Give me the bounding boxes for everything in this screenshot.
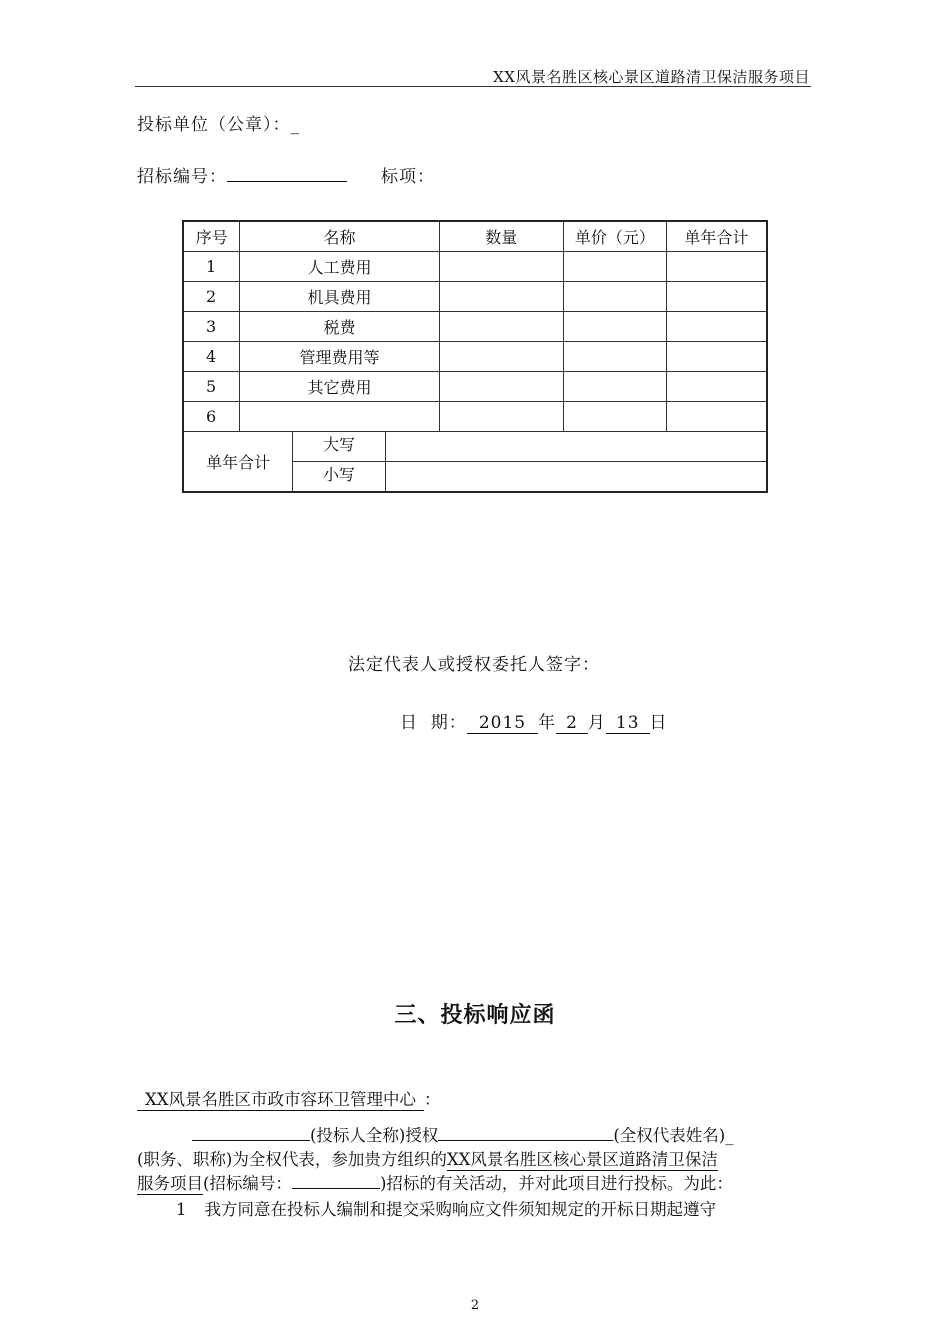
bidder-label: 投标单位（公章）： xyxy=(137,115,291,135)
row-name: 税费 xyxy=(240,312,439,342)
letter-text: _ xyxy=(725,1126,734,1145)
project-name-underlined: XX风景名胜区核心景区道路清卫保洁 xyxy=(447,1146,718,1171)
row-name: 机具费用 xyxy=(240,282,439,312)
upper-case-label: 大写 xyxy=(293,432,386,462)
page-number: 2 xyxy=(470,1298,480,1313)
table-row xyxy=(183,402,767,432)
letter-item-1 xyxy=(176,1196,716,1220)
item-text: 我方同意在投标人编制和提交采购响应文件须知规定的开标日期起遵守 xyxy=(204,1200,716,1219)
letter-paragraph-line-2 xyxy=(137,1146,718,1171)
date-year-unit: 年 xyxy=(538,713,557,733)
cell-total xyxy=(666,342,767,372)
row-no: 1 xyxy=(183,252,240,282)
letter-text: (全权代表姓名) xyxy=(613,1126,726,1145)
letter-paragraph-line-1 xyxy=(192,1122,734,1146)
letter-text: (投标人全称)授权 xyxy=(310,1126,439,1145)
cell-unit-price xyxy=(564,342,667,372)
bidder-name-blank xyxy=(192,1126,310,1141)
cell-qty xyxy=(439,312,564,342)
letter-recipient-colon: ： xyxy=(424,1090,441,1109)
header-annual-total: 单年合计 xyxy=(666,221,767,252)
lower-case-value xyxy=(385,462,767,493)
cell-qty xyxy=(439,372,564,402)
date-month: 2 xyxy=(556,713,588,734)
header-title: XX风景名胜区核心景区道路清卫保洁服务项目 xyxy=(493,68,810,86)
cell-total xyxy=(666,282,767,312)
cell-total xyxy=(666,372,767,402)
letter-text: (招标编号： xyxy=(203,1174,292,1193)
row-name: 其它费用 xyxy=(240,372,439,402)
table-row xyxy=(183,312,767,342)
tender-line xyxy=(137,162,435,187)
cell-total xyxy=(666,252,767,282)
date-month-unit: 月 xyxy=(587,713,606,733)
table-row xyxy=(183,282,767,312)
tender-number-blank xyxy=(292,1174,380,1189)
table-row xyxy=(183,372,767,402)
row-no: 5 xyxy=(183,372,240,402)
tender-no-label: 招标编号： xyxy=(137,167,227,187)
signature-label: 法定代表人或授权委托人签字： xyxy=(348,655,600,675)
date-day-unit: 日 xyxy=(649,713,668,733)
cell-total xyxy=(666,312,767,342)
cell-unit-price xyxy=(564,312,667,342)
tender-no-blank xyxy=(227,165,347,182)
row-no: 2 xyxy=(183,282,240,312)
letter-text: (职务、职称)为全权代表，参加贵方组织的 xyxy=(137,1150,447,1169)
lot-label: 标项： xyxy=(381,167,435,187)
row-name: 管理费用等 xyxy=(240,342,439,372)
row-no: 4 xyxy=(183,342,240,372)
annual-total-label: 单年合计 xyxy=(183,432,293,493)
cell-unit-price xyxy=(564,372,667,402)
letter-recipient: XX风景名胜区市政市容环卫管理中心 xyxy=(137,1086,424,1111)
row-no: 6 xyxy=(183,402,240,432)
cell-qty xyxy=(439,342,564,372)
row-name: 人工费用 xyxy=(240,252,439,282)
date-line xyxy=(400,708,668,734)
section-title: 三、投标响应函 xyxy=(394,1003,556,1028)
project-name-underlined: 服务项目 xyxy=(137,1170,203,1195)
header-name: 名称 xyxy=(240,221,439,252)
letter-paragraph-line-3 xyxy=(137,1170,733,1195)
table-header-row xyxy=(183,221,767,252)
header-unit-price: 单价（元） xyxy=(564,221,667,252)
header-rule xyxy=(135,86,811,87)
quotation-table xyxy=(182,220,768,493)
letter-recipient-line xyxy=(137,1086,441,1111)
representative-blank xyxy=(438,1126,613,1141)
header-qty: 数量 xyxy=(439,221,564,252)
item-number: 1 xyxy=(176,1200,187,1219)
letter-text: )招标的有关活动，并对此项目进行投标。为此： xyxy=(379,1174,733,1193)
lower-case-label: 小写 xyxy=(293,462,386,493)
cell-unit-price xyxy=(564,402,667,432)
table-row xyxy=(183,342,767,372)
header-no: 序号 xyxy=(183,221,240,252)
date-year: 2015 xyxy=(467,713,538,734)
bidder-blank: _ xyxy=(290,115,300,135)
upper-case-value xyxy=(385,432,767,462)
date-label: 日 期： xyxy=(400,713,467,733)
cell-qty xyxy=(439,252,564,282)
cell-qty xyxy=(439,402,564,432)
date-day: 13 xyxy=(606,713,650,734)
cell-total xyxy=(666,402,767,432)
table-row xyxy=(183,252,767,282)
cell-qty xyxy=(439,282,564,312)
cell-unit-price xyxy=(564,252,667,282)
total-upper-row xyxy=(183,432,767,462)
row-name xyxy=(240,402,439,432)
row-no: 3 xyxy=(183,312,240,342)
cell-unit-price xyxy=(564,282,667,312)
bidder-line xyxy=(137,110,300,135)
